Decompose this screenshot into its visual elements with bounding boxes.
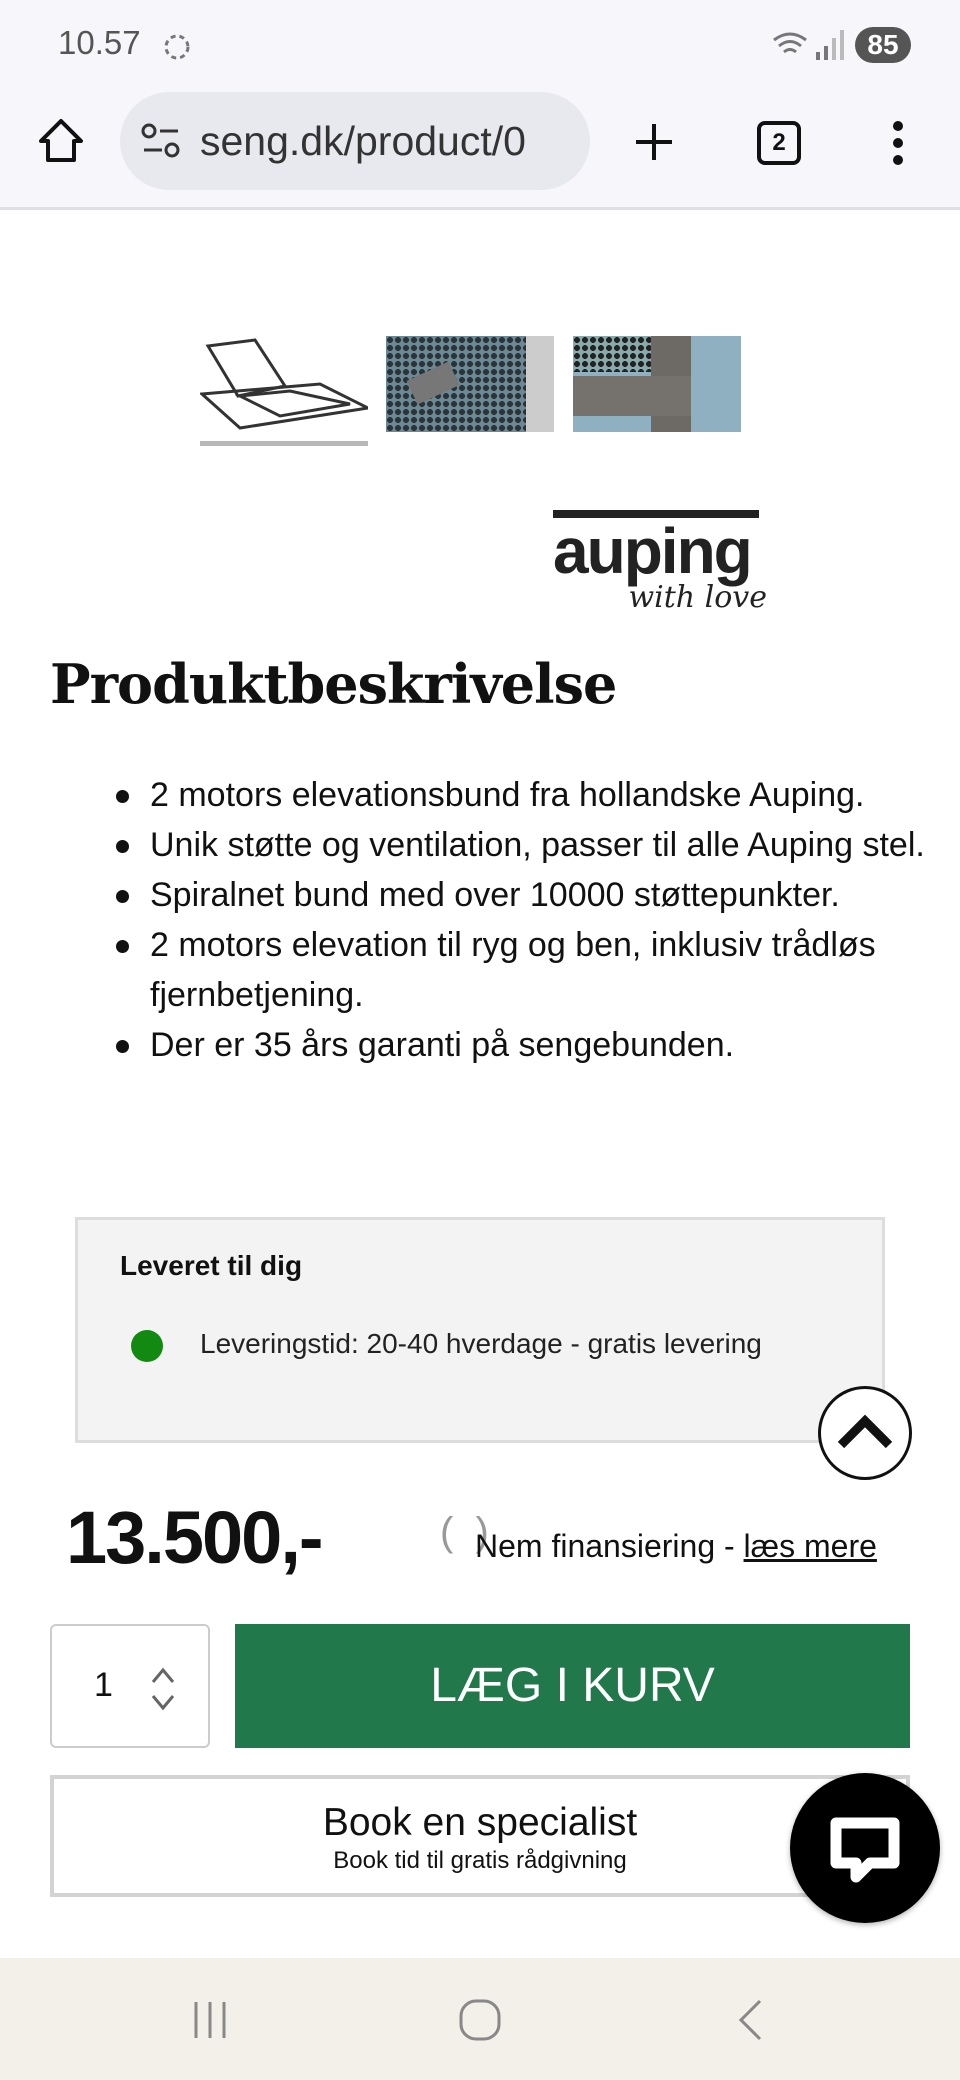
- status-time: 10.57: [58, 24, 141, 61]
- battery-indicator: 85: [855, 27, 911, 63]
- thumbnail-3[interactable]: [573, 336, 741, 432]
- chevron-up-icon: [821, 1389, 909, 1477]
- financing-text: Nem finansiering -: [475, 1528, 744, 1564]
- add-to-cart-button[interactable]: LÆG I KURV: [235, 1624, 910, 1748]
- specialist-title: Book en specialist: [322, 1801, 638, 1844]
- logo-text: auping: [553, 510, 759, 580]
- specialist-subtitle: Book tid til gratis rådgivning: [333, 1847, 627, 1874]
- quantity-value: 1: [94, 1666, 113, 1704]
- browser-toolbar: [0, 90, 960, 210]
- thumbnail-1[interactable]: [200, 336, 368, 432]
- loading-spinner: ( ): [440, 1510, 489, 1554]
- chat-button[interactable]: [790, 1773, 940, 1923]
- description-list: [110, 770, 930, 1070]
- site-settings-icon[interactable]: [140, 122, 184, 162]
- new-tab-icon[interactable]: [632, 120, 676, 164]
- book-specialist-button[interactable]: [50, 1775, 910, 1897]
- stepper-arrows-icon[interactable]: [148, 1664, 178, 1714]
- list-item: Unik støtte og ventilation, passer til alle Auping stel.: [110, 820, 930, 870]
- delivery-title: Leveret til dig: [120, 1250, 303, 1281]
- recent-apps-icon[interactable]: [190, 1998, 230, 2042]
- home-nav-icon[interactable]: [458, 1998, 502, 2042]
- home-icon[interactable]: [36, 116, 86, 166]
- list-item: 2 motors elevationsbund fra hollandske Auping.: [110, 770, 930, 820]
- sync-icon: [160, 30, 194, 64]
- address-bar[interactable]: [120, 92, 590, 190]
- list-item: Der er 35 års garanti på sengebunden.: [110, 1020, 930, 1070]
- system-nav-bar: [0, 1958, 960, 2080]
- product-price: 13.500,-: [66, 1496, 322, 1579]
- wifi-signal-icon: [770, 28, 850, 62]
- tab-switcher-button[interactable]: 2: [757, 121, 801, 165]
- delivery-box: [75, 1217, 885, 1443]
- url-text: seng.dk/product/0: [200, 118, 526, 164]
- active-thumbnail-indicator: [200, 441, 368, 446]
- thumbnail-2[interactable]: [386, 336, 554, 432]
- financing-info: [475, 1528, 877, 1565]
- read-more-link[interactable]: læs mere: [743, 1528, 877, 1564]
- list-item: 2 motors elevation til ryg og ben, inklusiv trådløs fjernbetjening.: [110, 920, 930, 1020]
- logo-tagline: with love: [628, 580, 767, 615]
- quantity-stepper[interactable]: [50, 1624, 210, 1748]
- status-bar: [0, 0, 960, 90]
- delivery-text: Leveringstid: 20-40 hverdage - gratis levering: [200, 1328, 762, 1359]
- list-item: Spiralnet bund med over 10000 støttepunkter.: [110, 870, 930, 920]
- delivery-status-dot: [131, 1330, 163, 1362]
- chat-icon: [790, 1773, 940, 1923]
- more-menu-icon[interactable]: [888, 118, 908, 168]
- description-heading: Produktbeskrivelse: [50, 652, 617, 716]
- auping-logo: [553, 510, 773, 625]
- scroll-to-top-button[interactable]: [818, 1386, 912, 1480]
- back-icon[interactable]: [735, 1998, 765, 2042]
- bed-frame-image: [200, 336, 368, 432]
